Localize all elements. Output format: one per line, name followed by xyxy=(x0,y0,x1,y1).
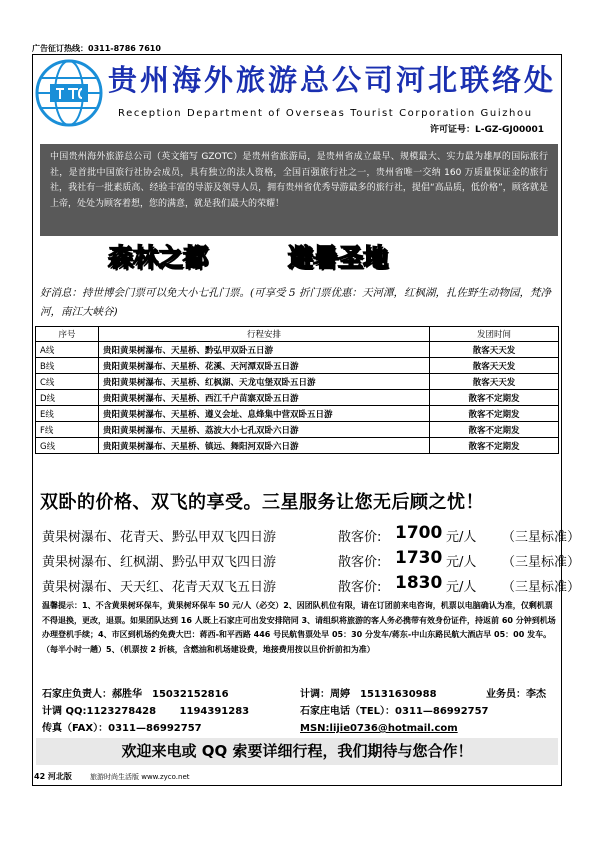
contact-block xyxy=(42,686,562,738)
site-credit: 旅游时尚生活版 www.zyco.net xyxy=(90,773,190,781)
price-label: 散客价: xyxy=(338,555,382,570)
slogan-forest-capital: 森林之都 xyxy=(108,243,209,272)
slogan-summer-resort: 避暑圣地 xyxy=(288,243,389,272)
column-header-code: 序号 xyxy=(36,327,99,342)
route-code: E线 xyxy=(36,406,99,422)
route-itinerary: 贵阳黄果树瀑布、天星桥、遵义会址、息烽集中营双卧五日游 xyxy=(99,406,430,422)
price-label: 散客价: xyxy=(338,530,382,545)
hotel-standard: （三星标准） xyxy=(502,530,581,545)
route-departure: 散客不定期发 xyxy=(430,438,559,454)
travel-notes: 温馨提示：1、不含黄果树环保车，黄果树环保车 50 元/人（必交）2、因团队机位有限，请在订团前来电咨询，机票以电脑确认为准，仅剩机票不得退换，更改，退票。如果团队达到 16 人既上石家庄可出发安排陪同 3、请组织将旅游的客人务必携带有效身份证件，持返前 60 分钟到机场办理登机手续；4、市区到机场约免费大巴：蒋西-和平西路 446 号民航售票处早 05：30 分发车/蒋东-中山东路民航大酒店早 05：00 发车。（每半小时一趟）5、（机票按 2 折核，含燃油和机场建设费，地接费用按以旦价折前扣为准） xyxy=(42,601,556,654)
route-code: F线 xyxy=(36,422,99,438)
route-code: G线 xyxy=(36,438,99,454)
tour-price: 1730 xyxy=(395,548,443,568)
tour-price: 1700 xyxy=(395,523,443,543)
table-row xyxy=(36,342,559,358)
table-row xyxy=(36,422,559,438)
planner-contact: 计调：周婷 15131630988 xyxy=(300,689,437,700)
tour-offer xyxy=(42,523,581,545)
hotel-standard: （三星标准） xyxy=(502,555,581,570)
price-unit: 元/人 xyxy=(446,580,477,595)
company-title-english: Reception Department of Overseas Tourist Corporation Guizhou xyxy=(118,108,533,119)
route-itinerary: 贵阳黄果树瀑布、天星桥、镇远、舞阳河双卧六日游 xyxy=(99,438,430,454)
tour-offer xyxy=(42,548,581,570)
footer-invitation: 欢迎来电或 QQ 索要详细行程，我们期待与您合作！ xyxy=(36,738,558,765)
sales-contact: 业务员：李杰 xyxy=(486,689,546,700)
column-header-departure: 发团时间 xyxy=(430,327,559,342)
manager-contact: 石家庄负责人：郝胜华 15032152816 xyxy=(42,689,229,700)
route-departure: 散客不定期发 xyxy=(430,422,559,438)
table-row xyxy=(36,358,559,374)
tour-offer xyxy=(42,573,581,595)
price-label: 散客价: xyxy=(338,580,382,595)
route-departure: 散客天天发 xyxy=(430,374,559,390)
table-row xyxy=(36,406,559,422)
route-itinerary: 贵阳黄果树瀑布、天星桥、荔波大小七孔双卧六日游 xyxy=(99,422,430,438)
phone-contact: 石家庄电话（TEL）：0311—86992757 xyxy=(300,706,489,717)
fax-contact: 传真（FAX）：0311—86992757 xyxy=(42,723,202,734)
route-itinerary: 贵阳黄果树瀑布、天星桥、红枫湖、天龙屯堡双卧五日游 xyxy=(99,374,430,390)
hotel-standard: （三星标准） xyxy=(502,580,581,595)
company-title: 贵州海外旅游总公司河北联络处 xyxy=(108,63,557,97)
table-row xyxy=(36,374,559,390)
msn-link[interactable]: MSN:lijie0736@hotmail.com xyxy=(300,723,458,734)
table-row xyxy=(36,438,559,454)
route-itinerary: 贵阳黄果树瀑布、天星桥、西江千户苗寨双卧五日游 xyxy=(99,390,430,406)
qq-contact: 计调 QQ:1123278428 1194391283 xyxy=(42,706,250,717)
tour-name: 黄果树瀑布、花青天、黔弘甲双飞四日游 xyxy=(42,530,277,545)
company-introduction: 中国贵州海外旅游总公司（英文缩写 GZOTC）是贵州省旅游局，是贵州省成立最早、规模最大、实力最为雄厚的国际旅行社，是首批中国旅行社协会成员，具有独立的法人资格，全国百强旅行社之一，贵州省唯一交纳 160 万质量保证金的旅行社，我社有一批素质高、经验丰富的导游及领导人员，拥有贵州省优秀导游最多的旅行社，提倡“高品质，低价格”，顾客就是上帝，处处为顾客着想，您的满意，就是我们最大的荣耀！ xyxy=(40,144,558,236)
globe-logo-icon xyxy=(34,58,104,128)
table-header-row xyxy=(36,327,559,342)
route-code: C线 xyxy=(36,374,99,390)
route-departure: 散客不定期发 xyxy=(430,390,559,406)
route-itinerary: 贵阳黄果树瀑布、天星桥、黔弘甲双卧五日游 xyxy=(99,342,430,358)
table-row xyxy=(36,390,559,406)
column-header-route: 行程安排 xyxy=(99,327,430,342)
tour-price: 1830 xyxy=(395,573,443,593)
route-departure: 散客天天发 xyxy=(430,358,559,374)
tour-name: 黄果树瀑布、红枫湖、黔弘甲双飞四日游 xyxy=(42,555,277,570)
route-code: D线 xyxy=(36,390,99,406)
route-departure: 散客不定期发 xyxy=(430,406,559,422)
route-departure: 散客天天发 xyxy=(430,342,559,358)
price-unit: 元/人 xyxy=(446,555,477,570)
page-number: 42 河北版 xyxy=(34,772,72,781)
tour-name: 黄果树瀑布、天天红、花青天双飞五日游 xyxy=(42,580,277,595)
promo-banner: 双卧的价格、双飞的享受。三星服务让您无后顾之忧！ xyxy=(40,492,484,513)
route-code: B线 xyxy=(36,358,99,374)
route-code: A线 xyxy=(36,342,99,358)
routes-table xyxy=(35,326,559,454)
ad-hotline: 广告征订热线：0311-8786 7610 xyxy=(32,44,161,53)
route-itinerary: 贵阳黄果树瀑布、天星桥、花溪、天河潭双卧五日游 xyxy=(99,358,430,374)
license-number: 许可证号：L-GZ-GJ00001 xyxy=(430,125,545,135)
price-unit: 元/人 xyxy=(446,530,477,545)
good-news: 好消息：持世博会门票可以免大小七孔门票。(可享受 5 折门票优惠：天河潭，红枫湖，扎佐野生动物园，梵净河，南江大峡谷) xyxy=(40,287,551,318)
